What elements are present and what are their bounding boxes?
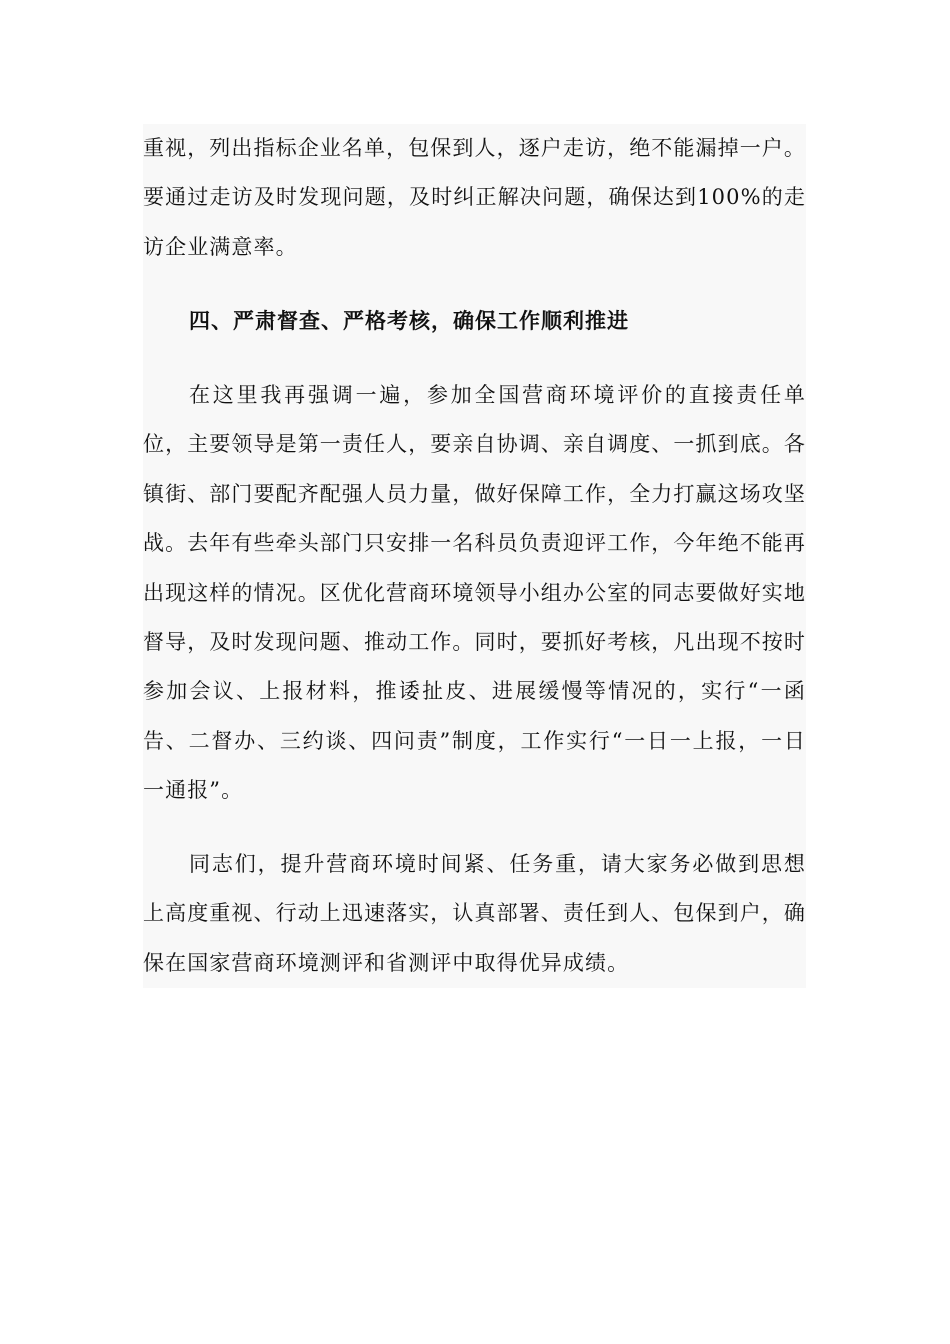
document-body	[143, 124, 806, 988]
section-heading: 四、严肃督查、严格考核，确保工作顺利推进	[189, 309, 629, 333]
paragraph-continuation: 重视，列出指标企业名单，包保到人，逐户走访，绝不能漏掉一户。要通过走访及时发现问题，及时纠正解决问题，确保达到100%的走访企业满意率。	[143, 136, 806, 259]
paragraph-responsibility: 在这里我再强调一遍，参加全国营商环境评价的直接责任单位，主要领导是第一责任人，要亲自协调、亲自调度、一抓到底。各镇街、部门要配齐配强人员力量，做好保障工作，全力打赢这场攻坚战。去年有些牵头部门只安排一名科员负责迎评工作，今年绝不能再出现这样的情况。区优化营商环境领导小组办公室的同志要做好实地督导，及时发现问题、推动工作。同时，要抓好考核，凡出现不按时参加会议、上报材料，推诿扯皮、进展缓慢等情况的，实行“一函告、二督办、三约谈、四问责”制度，工作实行“一日一上报，一日一通报”。	[143, 383, 806, 803]
paragraph-closing: 同志们，提升营商环境时间紧、任务重，请大家务必做到思想上高度重视、行动上迅速落实，认真部署、责任到人、包保到户，确保在国家营商环境测评和省测评中取得优异成绩。	[143, 852, 806, 975]
